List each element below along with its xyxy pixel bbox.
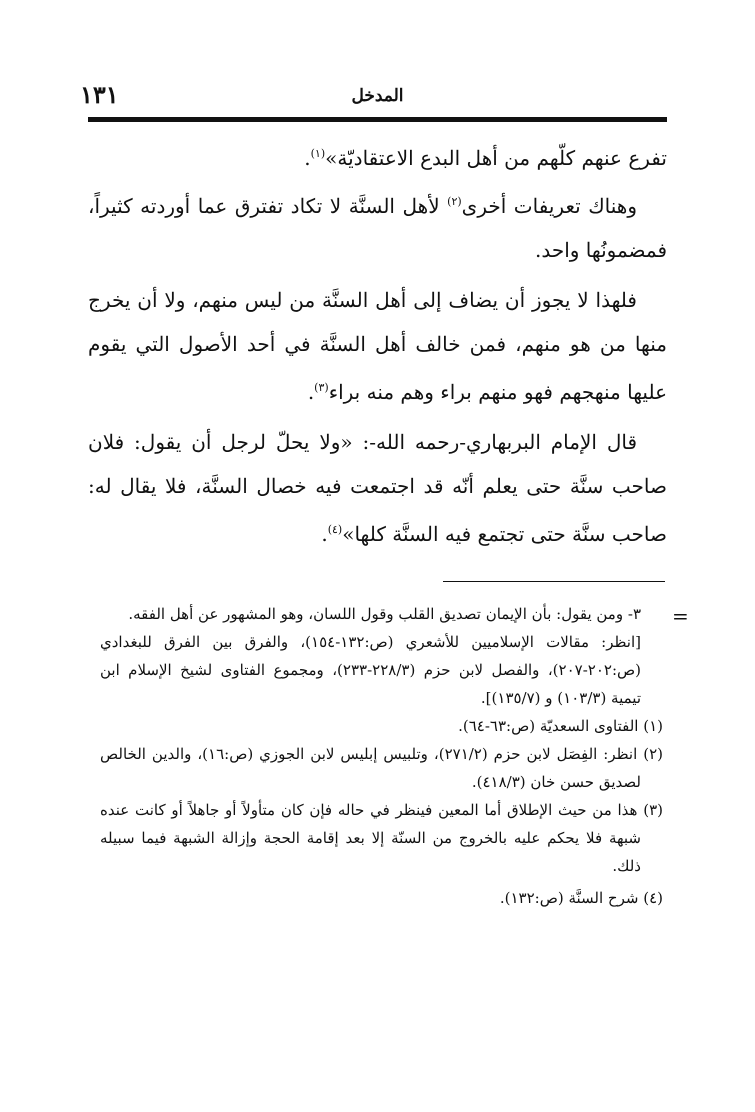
paragraph-2-end: لأهل السنَّة لا تكاد تفترق عما أوردته كثيراً، فمضمونُها واحد. xyxy=(88,194,667,262)
paragraph-2-start: وهناك تعريفات أخرى xyxy=(461,194,638,218)
footnote-4: (٤) شرح السنَّة (ص:١٣٢). xyxy=(499,889,663,907)
paragraph-4-end: . xyxy=(321,522,328,546)
paragraph-3-end: . xyxy=(307,380,315,404)
paragraph-1-end: . xyxy=(304,146,311,170)
footnote-ref-2: (٢) xyxy=(447,195,462,208)
footnote-1: (١) الفتاوى السعديّة (ص:٦٣-٦٤). xyxy=(458,717,663,735)
paragraph-1 xyxy=(88,132,667,180)
footnote-continued-a: ٣- ومن يقول: بأن الإيمان تصديق القلب وقول اللسان، وهو المشهور عن أهل الفقه. xyxy=(128,605,641,623)
paragraph-3 xyxy=(88,278,667,414)
footnote-3: (٣) هذا من حيث الإطلاق أما المعين فينظر في حاله فإن كان متأولاً أو جاهلاً أو كانت عنده شبهة فلا يحكم عليه بالخروج من السنّة إلا بعد إقامة الحجة وإزالة الشبهة فيما سبيله ذلك. xyxy=(100,801,663,875)
footnote-ref-3: (٣) xyxy=(314,381,329,394)
footnote-ref-4: (٤) xyxy=(327,523,343,536)
paragraph-4 xyxy=(88,420,667,556)
footnote-2: (٢) انظر: الفِصَل لابن حزم (٢٧١/٢)، وتلبيس إبليس لابن الجوزي (ص:١٦)، والدين الخالص لصديق حسن خان (٤١٨/٣). xyxy=(100,745,663,791)
paragraph-2 xyxy=(88,180,667,272)
header-rule xyxy=(88,117,667,122)
footnote-continuation-mark: = xyxy=(672,604,689,628)
footnotes xyxy=(100,600,663,912)
page-header-title: المدخل xyxy=(351,86,404,106)
footnote-separator xyxy=(443,581,665,582)
page-number: ١٣١ xyxy=(80,80,119,109)
footnote-continued-b: [انظر: مقالات الإسلاميين للأشعري (ص:١٣٢-١٥٤)، والفرق بين الفرق للبغدادي (ص:٢٠٢-٢٠٧)، والفصل لابن حزم (٢٢٨/٣-٢٣٣)، ومجموع الفتاوى لشيخ الإسلام ابن تيمية (١٠٣/٣) و (١٣٥/٧)]. xyxy=(100,633,642,707)
footnote-ref-1: (١) xyxy=(310,147,326,160)
paragraph-3-text: فلهذا لا يجوز أن يضاف إلى أهل السنَّة من ليس منهم، ولا أن يخرج منها من هو منهم، فمن خالف أهل السنَّة في أحد الأصول التي يقوم عليها منهجهم فهو منهم براء وهم منه براء xyxy=(88,288,667,404)
main-text xyxy=(88,132,667,556)
paragraph-1-text: تفرع عنهم كلّهم من أهل البدع الاعتقاديّة» xyxy=(325,146,667,170)
paragraph-4-text: قال الإمام البربهاري-رحمه الله-: «ولا يحلّ لرجل أن يقول: فلان صاحب سنَّة حتى يعلم أنّه قد اجتمعت فيه خصال السنَّة، فلا يقال له: صاحب سنَّة حتى تجتمع فيه السنَّة كلها» xyxy=(88,430,667,546)
